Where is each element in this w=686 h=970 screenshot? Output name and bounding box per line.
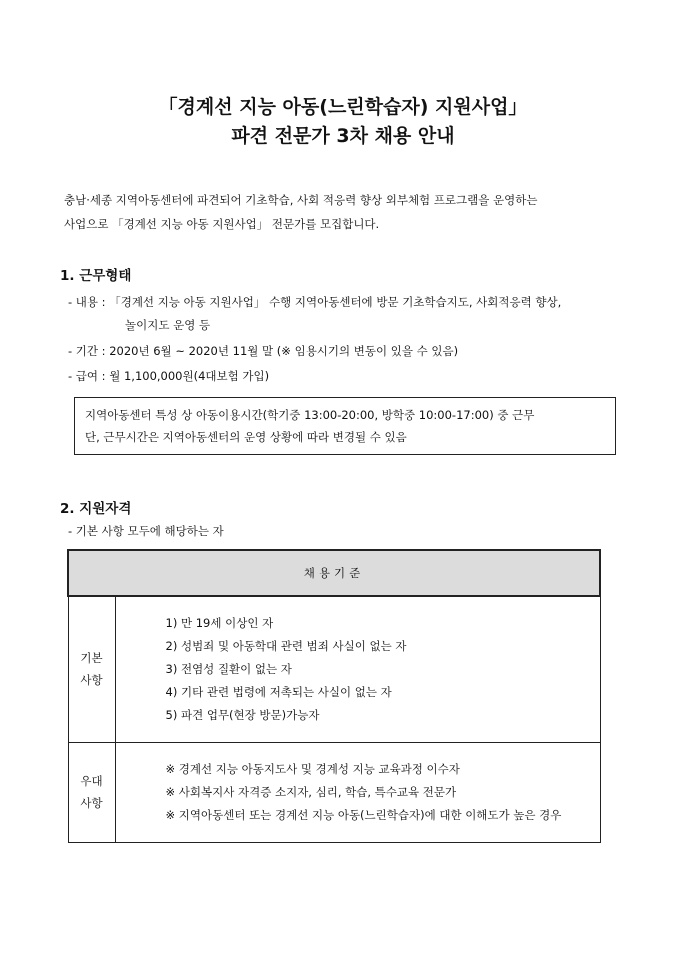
- list-item: ※ 경계선 지능 아동지도사 및 경계성 지능 교육과정 이수자: [165, 761, 460, 776]
- list-item: 4) 기타 관련 법령에 저촉되는 사실이 없는 자: [165, 684, 392, 699]
- work-salary: - 급여 : 월 1,100,000원(4대보험 가입): [68, 369, 270, 383]
- list-item: 5) 파견 업무(현장 방문)가능자: [165, 707, 320, 722]
- criteria-table-header: 채용기준: [68, 550, 600, 596]
- notice-line-2: 단, 근무시간은 지역아동센터의 운영 상황에 따라 변경될 수 있음: [85, 430, 407, 444]
- basic-requirements-label: 기본 사항: [68, 596, 115, 742]
- intro-line-2: 사업으로 「경계선 지능 아동 지원사업」 전문가를 모집합니다.: [64, 217, 380, 231]
- qualification-subtitle: - 기본 사항 모두에 해당하는 자: [68, 524, 224, 538]
- intro-paragraph: [64, 188, 634, 236]
- work-content-line-1: - 내용 : 「경계선 지능 아동 지원사업」 수행 지역아동센터에 방문 기초학습지도, 사회적응력 향상,: [68, 295, 562, 309]
- hiring-criteria-table: [67, 549, 601, 843]
- document-title-line-2: 파견 전문가 3차 채용 안내: [231, 125, 455, 147]
- list-item: 1) 만 19세 이상인 자: [165, 615, 274, 630]
- section-1-heading: 1. 근무형태: [60, 268, 132, 284]
- intro-line-1: 충남·세종 지역아동센터에 파견되어 기초학습, 사회 적응력 향상 외부체험 프로그램을 운영하는: [64, 193, 538, 207]
- work-hours-notice-box: [74, 397, 616, 455]
- document-title-line-1: 「경계선 지능 아동(느린학습자) 지원사업」: [158, 96, 528, 118]
- preferred-qualifications-label: 우대 사항: [68, 742, 115, 842]
- section-2-heading: 2. 지원자격: [60, 501, 132, 517]
- work-content-line-2: 놀이지도 운영 등: [125, 318, 211, 332]
- list-item: 2) 성범죄 및 아동학대 관련 범죄 사실이 없는 자: [165, 638, 407, 653]
- work-period: - 기간 : 2020년 6월 ~ 2020년 11월 말 (※ 임용시기의 변동이 있을 수 있음): [68, 344, 459, 358]
- list-item: 3) 전염성 질환이 없는 자: [165, 661, 292, 676]
- preferred-qualifications-list: [115, 742, 600, 842]
- basic-requirements-list: [115, 596, 600, 742]
- list-item: ※ 사회복지사 자격증 소지자, 심리, 학습, 특수교육 전문가: [165, 784, 457, 799]
- notice-line-1: 지역아동센터 특성 상 아동이용시간(학기중 13:00-20:00, 방학중 10:00-17:00) 중 근무: [85, 408, 535, 422]
- list-item: ※ 지역아동센터 또는 경계선 지능 아동(느린학습자)에 대한 이해도가 높은 경우: [165, 807, 562, 822]
